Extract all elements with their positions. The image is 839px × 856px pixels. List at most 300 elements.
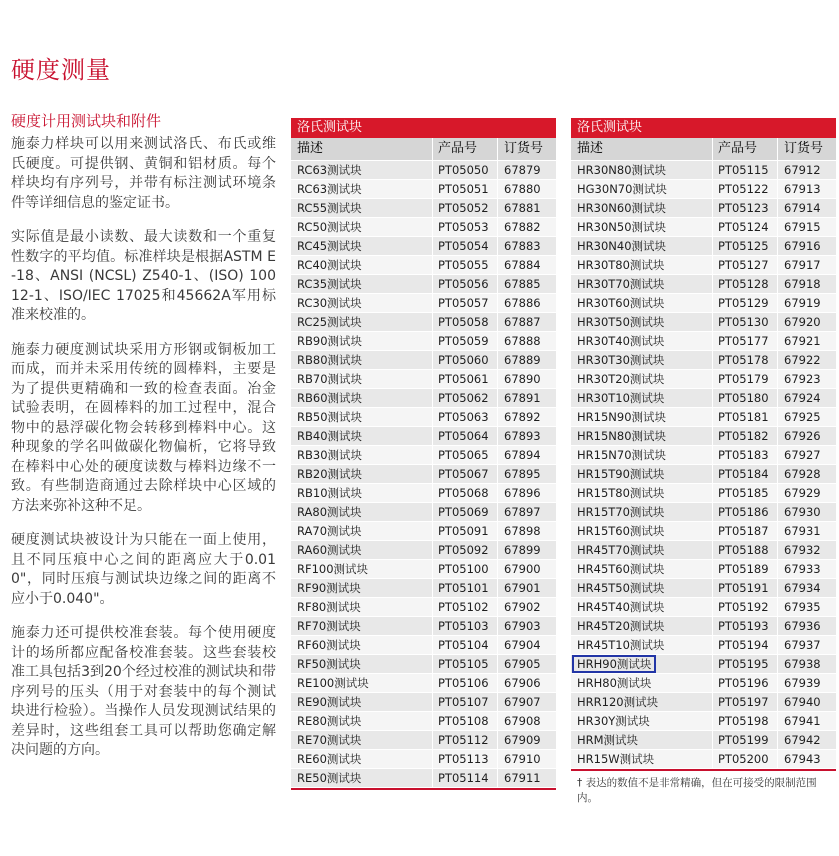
cell-product-no — [433, 655, 498, 673]
cell-text: 67942 — [784, 733, 821, 747]
table-row — [571, 655, 836, 674]
cell-text: 67904 — [504, 638, 541, 652]
table-title: 洛氏测试块 — [291, 118, 556, 138]
cell-text: HR45T70测试块 — [577, 543, 665, 557]
table-row — [571, 712, 836, 731]
table-row — [571, 503, 836, 522]
cell-text: 67879 — [504, 163, 541, 177]
cell-order-no — [778, 712, 836, 730]
cell-text: 67921 — [784, 334, 821, 348]
paragraph: 施泰力样块可以用来测试洛氏、布氏或维氏硬度。可提供钢、黄铜和铝材质。每个样块均有序列号，并带有标注测试环境条件等详细信息的鉴定证书。 — [11, 136, 276, 211]
cell-product-no — [433, 332, 498, 350]
cell-text: 67884 — [504, 258, 541, 272]
cell-text: PT05050 — [438, 163, 489, 177]
cell-text: PT05101 — [438, 581, 489, 595]
cell-text: 67900 — [504, 562, 541, 576]
cell-product-no — [713, 161, 778, 179]
cell-text: 67918 — [784, 277, 821, 291]
cell-text: 67886 — [504, 296, 541, 310]
table-row — [291, 750, 556, 769]
table-row — [291, 636, 556, 655]
cell-description — [571, 313, 713, 331]
cell-text: RE60测试块 — [297, 752, 362, 766]
cell-text: RA80测试块 — [297, 505, 362, 519]
cell-description — [571, 522, 713, 540]
cell-text: 67913 — [784, 182, 821, 196]
cell-description — [291, 370, 433, 388]
table-row — [291, 370, 556, 389]
cell-order-no — [498, 503, 556, 521]
cell-order-no — [778, 446, 836, 464]
cell-text: RB70测试块 — [297, 372, 363, 386]
cell-text: 67917 — [784, 258, 821, 272]
cell-text: PT05100 — [438, 562, 489, 576]
cell-text: PT05058 — [438, 315, 489, 329]
cell-text: PT05189 — [718, 562, 769, 576]
cell-description — [291, 389, 433, 407]
cell-text: RE50测试块 — [297, 771, 362, 785]
cell-text: 67916 — [784, 239, 821, 253]
cell-text: PT05198 — [718, 714, 769, 728]
cell-text: 67891 — [504, 391, 541, 405]
cell-product-no — [713, 313, 778, 331]
cell-text: HR30Y测试块 — [577, 714, 650, 728]
cell-text: 67894 — [504, 448, 541, 462]
cell-text: PT05064 — [438, 429, 489, 443]
cell-description — [571, 294, 713, 312]
cell-text: PT05196 — [718, 676, 769, 690]
cell-product-no — [713, 256, 778, 274]
cell-text: 67880 — [504, 182, 541, 196]
cell-text: 67915 — [784, 220, 821, 234]
paragraph: 硬度测试块被设计为只能在一面上使用，且不同压痕中心之间的距离应大于0.010"，同时压痕与测试块边缘之间的距离不应小于0.040"。 — [11, 532, 276, 607]
table-row — [291, 769, 556, 788]
cell-description — [571, 351, 713, 369]
cell-product-no — [433, 161, 498, 179]
cell-text: HR15N70测试块 — [577, 448, 667, 462]
cell-text: 67930 — [784, 505, 821, 519]
cell-order-no — [778, 408, 836, 426]
cell-order-no — [498, 769, 556, 787]
cell-order-no — [778, 655, 836, 673]
cell-text: RA70测试块 — [297, 524, 362, 538]
cell-order-no — [498, 237, 556, 255]
cell-description — [571, 598, 713, 616]
cell-order-no — [778, 465, 836, 483]
cell-order-no — [778, 674, 836, 692]
cell-text: PT05124 — [718, 220, 769, 234]
cell-text: 67922 — [784, 353, 821, 367]
cell-text: RC63测试块 — [297, 182, 362, 196]
cell-text: 67896 — [504, 486, 541, 500]
cell-text: 67920 — [784, 315, 821, 329]
column-header-product-no: 产品号 — [713, 138, 778, 160]
cell-text: HR30T60测试块 — [577, 296, 665, 310]
cell-text: HR15T90测试块 — [577, 467, 665, 481]
cell-description — [291, 712, 433, 730]
cell-text: 67893 — [504, 429, 541, 443]
cell-product-no — [433, 731, 498, 749]
table-row — [571, 199, 836, 218]
cell-description — [291, 427, 433, 445]
cell-description — [571, 256, 713, 274]
cell-text: RC40测试块 — [297, 258, 362, 272]
paragraph: 施泰力还可提供校准套装。每个使用硬度计的场所都应配备校准套装。这些套装校准工具包括3到20个经过校准的测试块和带序列号的压头（用于对套装中的每个测试块进行检验）。当操作人员发现测试结果的差异时，这些组套工具可以帮助您确定解决问题的方向。 — [11, 625, 276, 758]
cell-order-no — [778, 161, 836, 179]
cell-text: PT05183 — [718, 448, 769, 462]
cell-text: 67926 — [784, 429, 821, 443]
table-row — [571, 294, 836, 313]
cell-order-no — [778, 617, 836, 635]
cell-text: HR30N80测试块 — [577, 163, 667, 177]
cell-product-no — [433, 218, 498, 236]
column-header-description: 描述 — [571, 138, 713, 160]
cell-order-no — [498, 294, 556, 312]
column-header-order-no: 订货号 — [504, 141, 544, 156]
cell-description — [571, 560, 713, 578]
cell-product-no — [433, 370, 498, 388]
cell-text: PT05063 — [438, 410, 489, 424]
cell-product-no — [433, 541, 498, 559]
table-title: 洛氏测试块 — [571, 118, 836, 138]
cell-product-no — [713, 446, 778, 464]
cell-order-no — [498, 579, 556, 597]
cell-product-no — [433, 446, 498, 464]
table-row — [571, 218, 836, 237]
cell-description — [291, 541, 433, 559]
cell-description — [571, 674, 713, 692]
cell-description — [571, 712, 713, 730]
cell-text: PT05181 — [718, 410, 769, 424]
table-row — [571, 541, 836, 560]
cell-text: 67910 — [504, 752, 541, 766]
cell-product-no — [433, 769, 498, 787]
cell-description — [291, 769, 433, 787]
cell-description — [291, 351, 433, 369]
cell-product-no — [433, 617, 498, 635]
cell-order-no — [778, 731, 836, 749]
cell-product-no — [433, 693, 498, 711]
table-row — [571, 522, 836, 541]
cell-text: PT05057 — [438, 296, 489, 310]
cell-product-no — [433, 427, 498, 445]
cell-order-no — [778, 560, 836, 578]
table-row — [291, 693, 556, 712]
paragraph: 实际值是最小读数、最大读数和一个重复性数字的平均值。标准样块是根据ASTM E-18、ANSI (NCSL) Z540-1、(ISO) 10012-1、ISO/IEC 17025和45662A军用标准来校准的。 — [11, 229, 276, 323]
cell-text: PT05091 — [438, 524, 489, 538]
cell-text: PT05187 — [718, 524, 769, 538]
cell-text: 67934 — [784, 581, 821, 595]
cell-order-no — [778, 484, 836, 502]
cell-text: 67892 — [504, 410, 541, 424]
cell-text: PT05191 — [718, 581, 769, 595]
cell-description — [291, 256, 433, 274]
table-row — [571, 313, 836, 332]
cell-product-no — [433, 199, 498, 217]
table-row — [571, 598, 836, 617]
table-row — [291, 522, 556, 541]
cell-text: 67885 — [504, 277, 541, 291]
cell-text: RA60测试块 — [297, 543, 362, 557]
cell-text: HR15T60测试块 — [577, 524, 665, 538]
table-row — [291, 598, 556, 617]
cell-text: PT05055 — [438, 258, 489, 272]
cell-text: 67923 — [784, 372, 821, 386]
cell-text: PT05128 — [718, 277, 769, 291]
cell-order-no — [778, 313, 836, 331]
cell-order-no — [778, 237, 836, 255]
cell-text: RC55测试块 — [297, 201, 362, 215]
cell-product-no — [713, 199, 778, 217]
cell-order-no — [778, 218, 836, 236]
cell-product-no — [433, 389, 498, 407]
cell-text: 67887 — [504, 315, 541, 329]
cell-text: HR30T70测试块 — [577, 277, 665, 291]
cell-text: PT05053 — [438, 220, 489, 234]
cell-text: HR30T10测试块 — [577, 391, 665, 405]
cell-text: 67927 — [784, 448, 821, 462]
cell-text: HR45T10测试块 — [577, 638, 665, 652]
cell-text: HR30N40测试块 — [577, 239, 667, 253]
table-row — [571, 674, 836, 693]
cell-text: 67883 — [504, 239, 541, 253]
cell-text: RF50测试块 — [297, 657, 361, 671]
table-row — [291, 351, 556, 370]
cell-product-no — [713, 180, 778, 198]
cell-text: 67905 — [504, 657, 541, 671]
table-row — [291, 503, 556, 522]
cell-text: HR45T60测试块 — [577, 562, 665, 576]
cell-text: HR45T20测试块 — [577, 619, 665, 633]
cell-product-no — [433, 484, 498, 502]
cell-order-no — [778, 351, 836, 369]
cell-text: PT05062 — [438, 391, 489, 405]
cell-product-no — [433, 313, 498, 331]
table-row — [291, 237, 556, 256]
cell-text: PT05200 — [718, 752, 769, 766]
cell-order-no — [778, 750, 836, 768]
table-row — [291, 389, 556, 408]
cell-text: RB40测试块 — [297, 429, 363, 443]
cell-order-no — [498, 427, 556, 445]
cell-text: PT05107 — [438, 695, 489, 709]
table-row — [571, 408, 836, 427]
cell-text: PT05051 — [438, 182, 489, 196]
cell-description — [571, 218, 713, 236]
cell-description — [571, 408, 713, 426]
cell-text: RE100测试块 — [297, 676, 369, 690]
cell-description — [571, 332, 713, 350]
cell-product-no — [713, 750, 778, 768]
cell-text: 67895 — [504, 467, 541, 481]
cell-order-no — [498, 731, 556, 749]
cell-product-no — [713, 674, 778, 692]
cell-text: PT05065 — [438, 448, 489, 462]
cell-text: PT05185 — [718, 486, 769, 500]
cell-text: RE90测试块 — [297, 695, 362, 709]
cell-product-no — [713, 617, 778, 635]
cell-text: PT05127 — [718, 258, 769, 272]
cell-order-no — [778, 370, 836, 388]
cell-text: PT05061 — [438, 372, 489, 386]
intro-text — [11, 135, 276, 776]
cell-description — [571, 503, 713, 521]
table-header-row — [571, 138, 836, 161]
cell-text: 67912 — [784, 163, 821, 177]
table-row — [571, 370, 836, 389]
cell-text: PT05193 — [718, 619, 769, 633]
cell-order-no — [498, 351, 556, 369]
cell-text: RF60测试块 — [297, 638, 361, 652]
table-row — [291, 731, 556, 750]
cell-text: HG30N70测试块 — [577, 182, 667, 196]
cell-order-no — [498, 370, 556, 388]
cell-text: PT05186 — [718, 505, 769, 519]
cell-product-no — [713, 560, 778, 578]
cell-product-no — [713, 503, 778, 521]
cell-description — [571, 579, 713, 597]
cell-product-no — [433, 560, 498, 578]
table-row — [291, 541, 556, 560]
cell-text: 67898 — [504, 524, 541, 538]
cell-description — [291, 218, 433, 236]
cell-description — [291, 180, 433, 198]
cell-text: RC25测试块 — [297, 315, 362, 329]
section-subtitle: 硬度计用测试块和附件 — [11, 112, 162, 130]
cell-description — [291, 446, 433, 464]
table-row — [291, 560, 556, 579]
cell-text: 67931 — [784, 524, 821, 538]
cell-product-no — [713, 218, 778, 236]
cell-text: 67907 — [504, 695, 541, 709]
cell-text: PT05129 — [718, 296, 769, 310]
cell-text: 67941 — [784, 714, 821, 728]
cell-order-no — [778, 199, 836, 217]
table-row — [571, 275, 836, 294]
cell-description — [291, 693, 433, 711]
cell-product-no — [713, 237, 778, 255]
cell-text: PT05103 — [438, 619, 489, 633]
rockwell-table-2 — [571, 118, 836, 771]
cell-description — [571, 427, 713, 445]
cell-text: 67901 — [504, 581, 541, 595]
cell-text: 67928 — [784, 467, 821, 481]
cell-order-no — [498, 484, 556, 502]
cell-text: 67925 — [784, 410, 821, 424]
table-header-row — [291, 138, 556, 161]
column-header-description: 描述 — [291, 138, 433, 160]
cell-description — [291, 636, 433, 654]
cell-text: PT05177 — [718, 334, 769, 348]
cell-description — [571, 370, 713, 388]
table-body — [291, 161, 556, 788]
cell-text: 67899 — [504, 543, 541, 557]
cell-text: PT05130 — [718, 315, 769, 329]
cell-text: RE80测试块 — [297, 714, 362, 728]
cell-text: PT05199 — [718, 733, 769, 747]
cell-order-no — [498, 446, 556, 464]
cell-product-no — [433, 636, 498, 654]
cell-product-no — [713, 427, 778, 445]
cell-order-no — [498, 636, 556, 654]
table-row — [291, 579, 556, 598]
cell-text: HR30T50测试块 — [577, 315, 665, 329]
cell-text: PT05197 — [718, 695, 769, 709]
cell-text: HR15N90测试块 — [577, 410, 667, 424]
footnote: † 表达的数值不是非常精确，但在可接受的限制范围内。 — [577, 777, 817, 804]
table-row — [291, 427, 556, 446]
rockwell-table-1 — [291, 118, 556, 790]
table-row — [571, 389, 836, 408]
cell-description — [291, 503, 433, 521]
cell-description — [291, 674, 433, 692]
cell-description — [571, 199, 713, 217]
cell-text: PT05102 — [438, 600, 489, 614]
table-row — [571, 693, 836, 712]
cell-description — [291, 199, 433, 217]
cell-text: RB90测试块 — [297, 334, 363, 348]
cell-description — [291, 598, 433, 616]
cell-description — [291, 161, 433, 179]
cell-order-no — [498, 256, 556, 274]
table-row — [571, 446, 836, 465]
cell-text: PT05067 — [438, 467, 489, 481]
cell-order-no — [498, 218, 556, 236]
table-row — [571, 161, 836, 180]
table-row — [291, 655, 556, 674]
cell-product-no — [713, 294, 778, 312]
page-title: 硬度测量 — [11, 56, 111, 84]
cell-description — [571, 389, 713, 407]
cell-description — [291, 332, 433, 350]
cell-text: PT05182 — [718, 429, 769, 443]
cell-text: RB80测试块 — [297, 353, 363, 367]
cell-product-no — [713, 389, 778, 407]
cell-product-no — [713, 598, 778, 616]
cell-description — [571, 541, 713, 559]
cell-text: PT05108 — [438, 714, 489, 728]
cell-product-no — [433, 712, 498, 730]
cell-text: PT05068 — [438, 486, 489, 500]
cell-description — [571, 655, 713, 673]
cell-text: HR30N60测试块 — [577, 201, 667, 215]
cell-order-no — [498, 199, 556, 217]
cell-product-no — [433, 180, 498, 198]
cell-order-no — [778, 256, 836, 274]
cell-product-no — [713, 484, 778, 502]
cell-order-no — [498, 275, 556, 293]
cell-product-no — [433, 237, 498, 255]
cell-description — [571, 636, 713, 654]
cell-text: PT05059 — [438, 334, 489, 348]
cell-text: RB20测试块 — [297, 467, 363, 481]
cell-text: PT05195 — [718, 657, 769, 671]
cell-order-no — [498, 750, 556, 768]
cell-description — [291, 484, 433, 502]
cell-text: 67902 — [504, 600, 541, 614]
cell-product-no — [713, 351, 778, 369]
cell-order-no — [498, 617, 556, 635]
cell-text: 67933 — [784, 562, 821, 576]
cell-order-no — [498, 560, 556, 578]
table-body — [571, 161, 836, 769]
cell-text: HR30T40测试块 — [577, 334, 665, 348]
cell-text: RC35测试块 — [297, 277, 362, 291]
cell-text: PT05113 — [438, 752, 489, 766]
cell-text: 67943 — [784, 752, 821, 766]
cell-text: PT05179 — [718, 372, 769, 386]
cell-description — [571, 275, 713, 293]
